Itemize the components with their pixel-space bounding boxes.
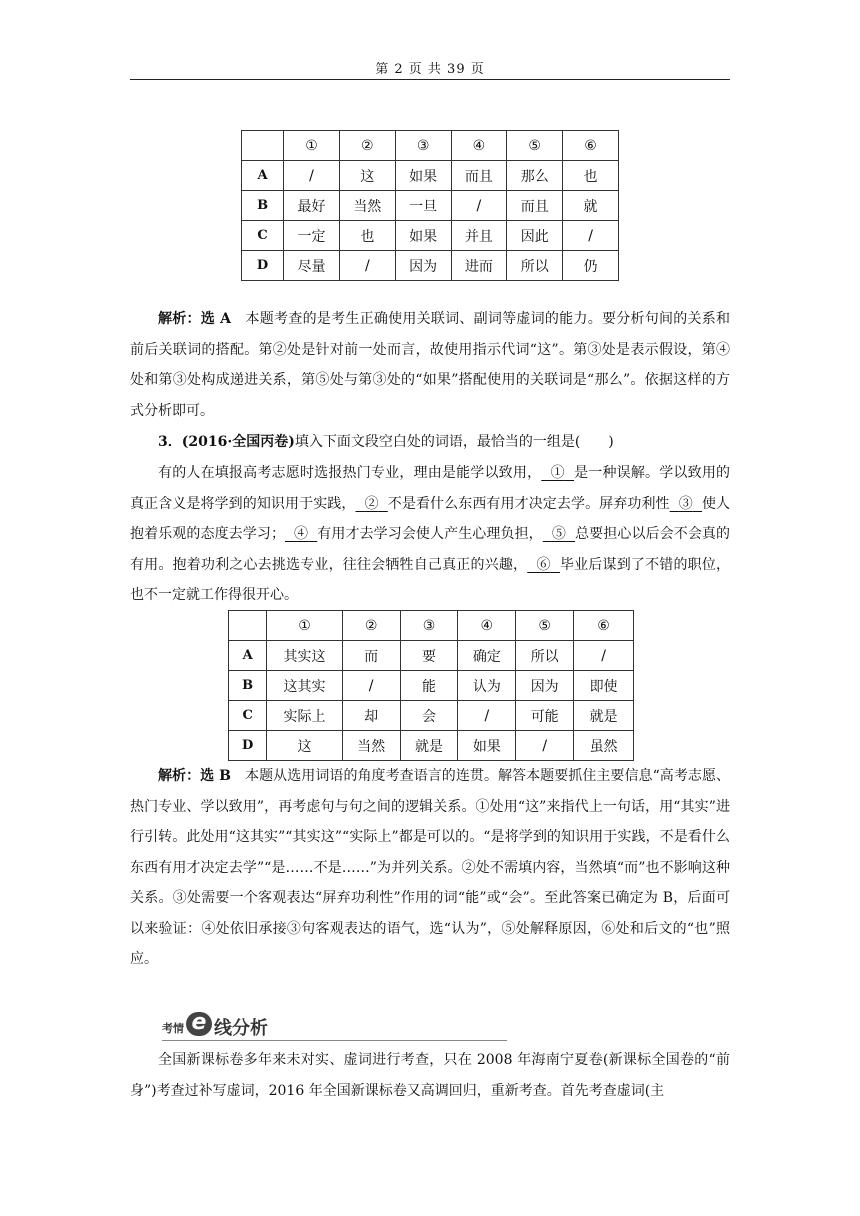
table2-column-header: ①	[267, 611, 342, 641]
closing-paragraph	[130, 1045, 730, 1106]
table2-column-header: ②	[342, 611, 400, 641]
table1-column-header: ②	[339, 131, 395, 161]
table2-row-label: B	[229, 671, 267, 701]
analysis-text: 本题考查的是考生正确使用关联词、副词等虚词的能力。要分析句间的关系和前后关联词的搭配。第②处是针对前一处而言，故使用指示代词“这”。第③处是表示假设，第④处和第③处构成递进关系，第⑤处与第③处的“如果”搭配使用的关联词是“那么”。依据这样的方式分析即可。	[130, 311, 731, 419]
table1-column-header: ③	[395, 131, 451, 161]
passage-text: 毕业后谋到了不错的职位，也不一定就工作得很开心。	[130, 556, 731, 603]
table1-cell: 仍	[563, 251, 619, 281]
analysis-2	[130, 761, 730, 975]
table2-column-header: ④	[458, 611, 516, 641]
table2-cell: 这其实	[267, 671, 342, 701]
blank-4: ④	[294, 526, 309, 542]
closing-text: 全国新课标卷多年来未对实、虚词进行考查，只在 2008 年海南宁夏卷(新课标全国卷的“前身”)考查过补写虚词，2016 年全国新课标卷又高调回归，重新考查。首先考查虚词(主	[130, 1052, 730, 1099]
blank-6: ⑥	[536, 556, 551, 573]
table1-cell: 因此	[507, 221, 563, 251]
table1-cell: 如果	[395, 221, 451, 251]
table2-cell: 可能	[516, 701, 574, 731]
passage-text: 是一种误解。学以致用的真正含义是将学到的知识用于实践，	[130, 465, 731, 512]
table1-cell: 如果	[395, 161, 451, 191]
table-row	[229, 701, 634, 731]
analysis-answer: 选 B	[200, 768, 231, 784]
table1-cell: 一定	[284, 221, 340, 251]
section-title: 线分析	[214, 1018, 268, 1039]
table2-column-header	[229, 611, 267, 641]
table2-cell: 而	[342, 641, 400, 671]
table1-cell: 进而	[451, 251, 507, 281]
table1-cell: 并且	[451, 221, 507, 251]
table-row	[229, 671, 634, 701]
question-source: (2016·全国丙卷)	[181, 434, 295, 450]
table2-cell: 虽然	[574, 731, 634, 761]
table2-cell: 却	[342, 701, 400, 731]
question-3	[130, 427, 730, 457]
table1-cell: 一旦	[395, 191, 451, 221]
question-passage	[130, 458, 730, 611]
options-table-1	[241, 130, 619, 281]
section-small-label: 考情	[162, 1022, 184, 1035]
table1-header-row	[242, 131, 619, 161]
table1-cell: 因为	[395, 251, 451, 281]
table2-cell: 当然	[342, 731, 400, 761]
question-number: 3．	[158, 434, 182, 450]
table2-cell: 就是	[574, 701, 634, 731]
table1-cell: 也	[339, 221, 395, 251]
table2-cell: 能	[400, 671, 458, 701]
passage-text: 总要担心以后会不会真的有用。抱着功利之心去挑选专业，往往会牺牲自己真正的兴趣，	[130, 526, 731, 573]
table2-row-label: C	[229, 701, 267, 731]
table2-cell: 这	[267, 731, 342, 761]
table2-cell: 所以	[516, 641, 574, 671]
table-row	[242, 191, 619, 221]
table1-cell: 这	[339, 161, 395, 191]
table2-cell: 就是	[400, 731, 458, 761]
table1-row-label: D	[242, 251, 284, 281]
table2-cell: 确定	[458, 641, 516, 671]
table2-cell: /	[342, 671, 400, 701]
table1-cell: 就	[563, 191, 619, 221]
analysis-text: 本题从选用词语的角度考查语言的连贯。解答本题要抓住主要信息“高考志愿、热门专业、学以致用”，再考虑句与句之间的逻辑关系。①处用“这”来指代上一句话，用“其实”进行引转。此处用“这其实”“其实这”“实际上”都是可以的。“是将学到的知识用于实践，不是看什么东西有用才决定去学”“是……不是……”为并列关系。②处不需填内容，当然填“而”也不影响这种关系。③处需要一个客观表达“屏弃功利性”作用的词“能”或“会”。至此答案已确定为 B，后面可以来验证：④处依旧承接③句客观表达的语气，选“认为”，⑤处解释原因，⑥处和后文的“也”照应。	[130, 768, 730, 967]
table1-cell: 所以	[507, 251, 563, 281]
table1-column-header: ⑥	[563, 131, 619, 161]
table1-cell: 而且	[507, 191, 563, 221]
table2-cell: /	[458, 701, 516, 731]
table1-cell: 当然	[339, 191, 395, 221]
table2-cell: 因为	[516, 671, 574, 701]
table2-cell: 实际上	[267, 701, 342, 731]
table1-column-header	[242, 131, 284, 161]
passage-text: 有的人在填报高考志愿时选报热门专业，理由是能学以致用，	[158, 465, 542, 481]
table1-cell: /	[451, 191, 507, 221]
table2-column-header: ③	[400, 611, 458, 641]
table-row	[242, 221, 619, 251]
analysis-label: 解析：	[158, 768, 201, 784]
table1-row-label: B	[242, 191, 284, 221]
analysis-label: 解析：	[158, 311, 201, 327]
table-row	[229, 731, 634, 761]
table-row	[242, 251, 619, 281]
table1-row-label: A	[242, 161, 284, 191]
question-stem: 填入下面文段空白处的词语，最恰当的一组是( )	[294, 434, 614, 450]
table1-cell: 最好	[284, 191, 340, 221]
table2-row-label: A	[229, 641, 267, 671]
table-row	[229, 641, 634, 671]
table2-row-label: D	[229, 731, 267, 761]
blank-2: ②	[364, 495, 379, 512]
analysis-1	[130, 304, 730, 426]
blank-5: ⑤	[551, 526, 566, 542]
table2-cell: /	[574, 641, 634, 671]
table1-cell: /	[284, 161, 340, 191]
table1-column-header: ④	[451, 131, 507, 161]
header-rule	[130, 79, 730, 80]
table2-cell: 即使	[574, 671, 634, 701]
table1-cell: 尽量	[284, 251, 340, 281]
page-header: 第 2 页 共 39 页	[375, 62, 485, 77]
table2-cell: 认为	[458, 671, 516, 701]
table1-column-header: ①	[284, 131, 340, 161]
blank-3: ③	[678, 495, 693, 512]
table2-column-header: ⑥	[574, 611, 634, 641]
table2-cell: 其实这	[267, 641, 342, 671]
section-heading	[162, 1010, 507, 1041]
table1-cell: /	[563, 221, 619, 251]
e-logo-icon: e	[186, 1012, 212, 1036]
table1-cell: /	[339, 251, 395, 281]
table2-column-header: ⑤	[516, 611, 574, 641]
table1-column-header: ⑤	[507, 131, 563, 161]
table2-cell: 要	[400, 641, 458, 671]
table1-cell: 那么	[507, 161, 563, 191]
table2-cell: 会	[400, 701, 458, 731]
analysis-answer: 选 A	[200, 311, 232, 327]
table1-cell: 而且	[451, 161, 507, 191]
table2-cell: 如果	[458, 731, 516, 761]
table2-cell: /	[516, 731, 574, 761]
passage-text: 使人抱着乐观的态度去学习；	[130, 495, 731, 542]
blank-1: ①	[550, 465, 565, 481]
table1-cell: 也	[563, 161, 619, 191]
table-row	[242, 161, 619, 191]
table1-row-label: C	[242, 221, 284, 251]
passage-text: 有用才去学习会使人产生心理负担，	[317, 526, 543, 542]
table2-header-row	[229, 611, 634, 641]
passage-text: 不是看什么东西有用才决定去学。屏弃功利性	[387, 495, 670, 512]
options-table-2	[228, 610, 634, 761]
